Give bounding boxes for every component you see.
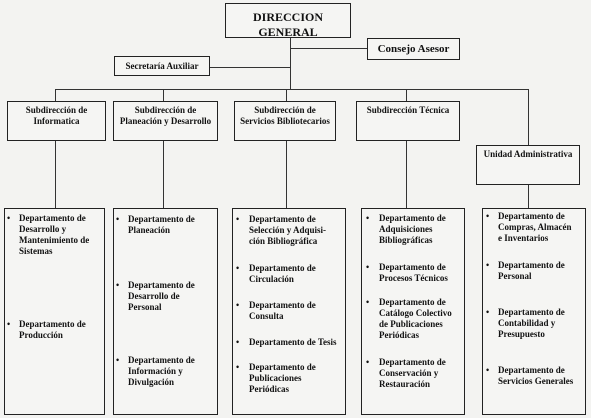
direccion-general-box [225,3,351,38]
bullet: • [7,319,11,329]
departamento-line: Departamento de [249,263,316,273]
departamento-item [249,362,316,395]
connector-line [163,89,164,101]
connector-line [163,140,164,208]
departamento-line: Departamento de [379,357,446,367]
connector-line [55,89,528,90]
subdireccion-tecnica-box [356,101,460,141]
departamento-line: Departamento de [249,300,316,310]
departamento-line: Departamento de [498,365,565,375]
departamento-line: e Inventarios [498,233,549,243]
connector-line [528,185,529,208]
bullet: • [116,355,120,365]
subdireccion-label: Subdirección de [134,105,197,115]
connector-line [286,140,287,208]
departamento-line: Sistemas [19,246,53,256]
bullet: • [7,213,11,223]
connector-line [528,89,529,145]
departamento-line: Departamento de [379,297,446,307]
departamento-line: Desarrollo y [19,224,67,234]
subdireccion-label: Planeación y Desarrollo [119,116,212,126]
departamento-item [498,307,565,340]
departamento-line: Periódicas [249,384,289,394]
departamento-item [249,263,316,285]
departamento-line: Presupuesto [498,329,545,339]
departamento-line: Servicios Generales [498,376,574,386]
connector-line [406,89,407,101]
departamento-line: Restauración [379,379,430,389]
bullet: • [366,357,370,367]
departamento-line: Departamento de [379,213,446,223]
secretaria-auxiliar-box [114,56,210,76]
connector-line [286,89,287,101]
departamento-line: Mantenimiento de [19,235,90,245]
departamento-item [128,280,195,313]
bullet: • [236,263,240,273]
departamento-item [19,213,89,257]
departamento-item [379,357,446,390]
departamento-item [128,214,195,236]
departamento-line: Departamento de [19,213,86,223]
departamento-item [128,355,195,388]
departamento-line: Contabilidad y [498,318,556,328]
subdireccion-planeacion-box [113,101,218,141]
subdireccion-label: Informatica [33,116,80,126]
departamento-line: Departamento de [498,307,565,317]
departamento-line: Conservación y [379,368,439,378]
consejo-asesor-box [367,38,460,60]
departamento-line: Departamento de [128,280,195,290]
departamento-item [249,214,326,247]
departamento-line: Personal [128,302,162,312]
departamento-item [379,297,452,341]
departamento-line: Departamento de [249,362,316,372]
departamento-line: Catálogo Colectivo [379,308,452,318]
subdireccion-label: Subdirección Técnica [366,105,450,115]
departamento-item [379,213,446,246]
departamento-line: Adquisiciones [379,224,433,234]
departamento-line: Departamento de [128,214,195,224]
departamento-line: de Publicaciones [379,319,443,329]
departamento-line: Departamento de [498,260,565,270]
secretaria-auxiliar-label: Secretaría Auxiliar [125,61,199,71]
bullet: • [366,262,370,272]
bullet: • [486,260,490,270]
departamento-item [19,319,86,341]
subdireccion-servicios-box [234,101,336,141]
subdireccion-label: Subdirección de [25,105,88,115]
bullet: • [236,337,240,347]
connector-line [55,140,56,208]
departamento-line: Departamento de [249,214,316,224]
bullet: • [486,365,490,375]
bullet: • [236,362,240,372]
connector-line [406,140,407,208]
bullet: • [366,213,370,223]
bullet: • [486,307,490,317]
departamento-line: Departamento de [498,211,565,221]
departamento-line: Departamento de [379,262,446,272]
unidad-administrativa-box [476,145,580,185]
departamento-item [249,300,316,322]
departamento-item [498,211,572,244]
departamento-line: Departamento de [128,355,195,365]
departamento-line: Planeación [128,225,170,235]
departamento-line: Departamento de [19,319,86,329]
subdireccion-informatica-box [7,101,106,141]
departamento-item [498,260,565,282]
subdireccion-label: Subdirección de [254,105,316,115]
bullet: • [236,300,240,310]
connector-line [55,89,56,101]
departamento-item [249,337,337,348]
connector-line [210,67,290,68]
connector-line [290,38,291,90]
departamento-line: Producción [19,330,63,340]
bullet: • [486,211,490,221]
departamento-item [379,262,448,284]
departamento-line: Procesos Técnicos [379,273,448,283]
departamento-line: Publicaciones [249,373,302,383]
bullet: • [236,214,240,224]
departamento-line: Circulación [249,274,294,284]
departamento-line: Periódicas [379,330,419,340]
direccion-general-label: DIRECCION GENERAL [252,10,323,39]
departamento-line: Consulta [249,311,284,321]
departamento-line: Desarrollo de [128,291,180,301]
bullet: • [116,280,120,290]
departamento-line: Selección y Adquisi- [249,225,327,235]
departamento-line: Personal [498,271,532,281]
departamento-line: ción Bibliográfica [249,236,318,246]
bullet: • [116,214,120,224]
consejo-asesor-label: Consejo Asesor [377,43,450,55]
departamento-line: Información y [128,366,183,376]
departamento-line: Compras, Almacén [498,222,572,232]
departamento-item [498,365,573,387]
departamento-line: Departamento de Tesis [249,337,337,347]
bullet: • [366,297,370,307]
connector-line [290,48,368,49]
departamento-line: Bibliográficas [379,235,433,245]
subdireccion-label: Unidad Administrativa [483,149,573,159]
departamento-line: Divulgación [128,377,175,387]
subdireccion-label: Servicios Bibliotecarios [240,116,330,126]
